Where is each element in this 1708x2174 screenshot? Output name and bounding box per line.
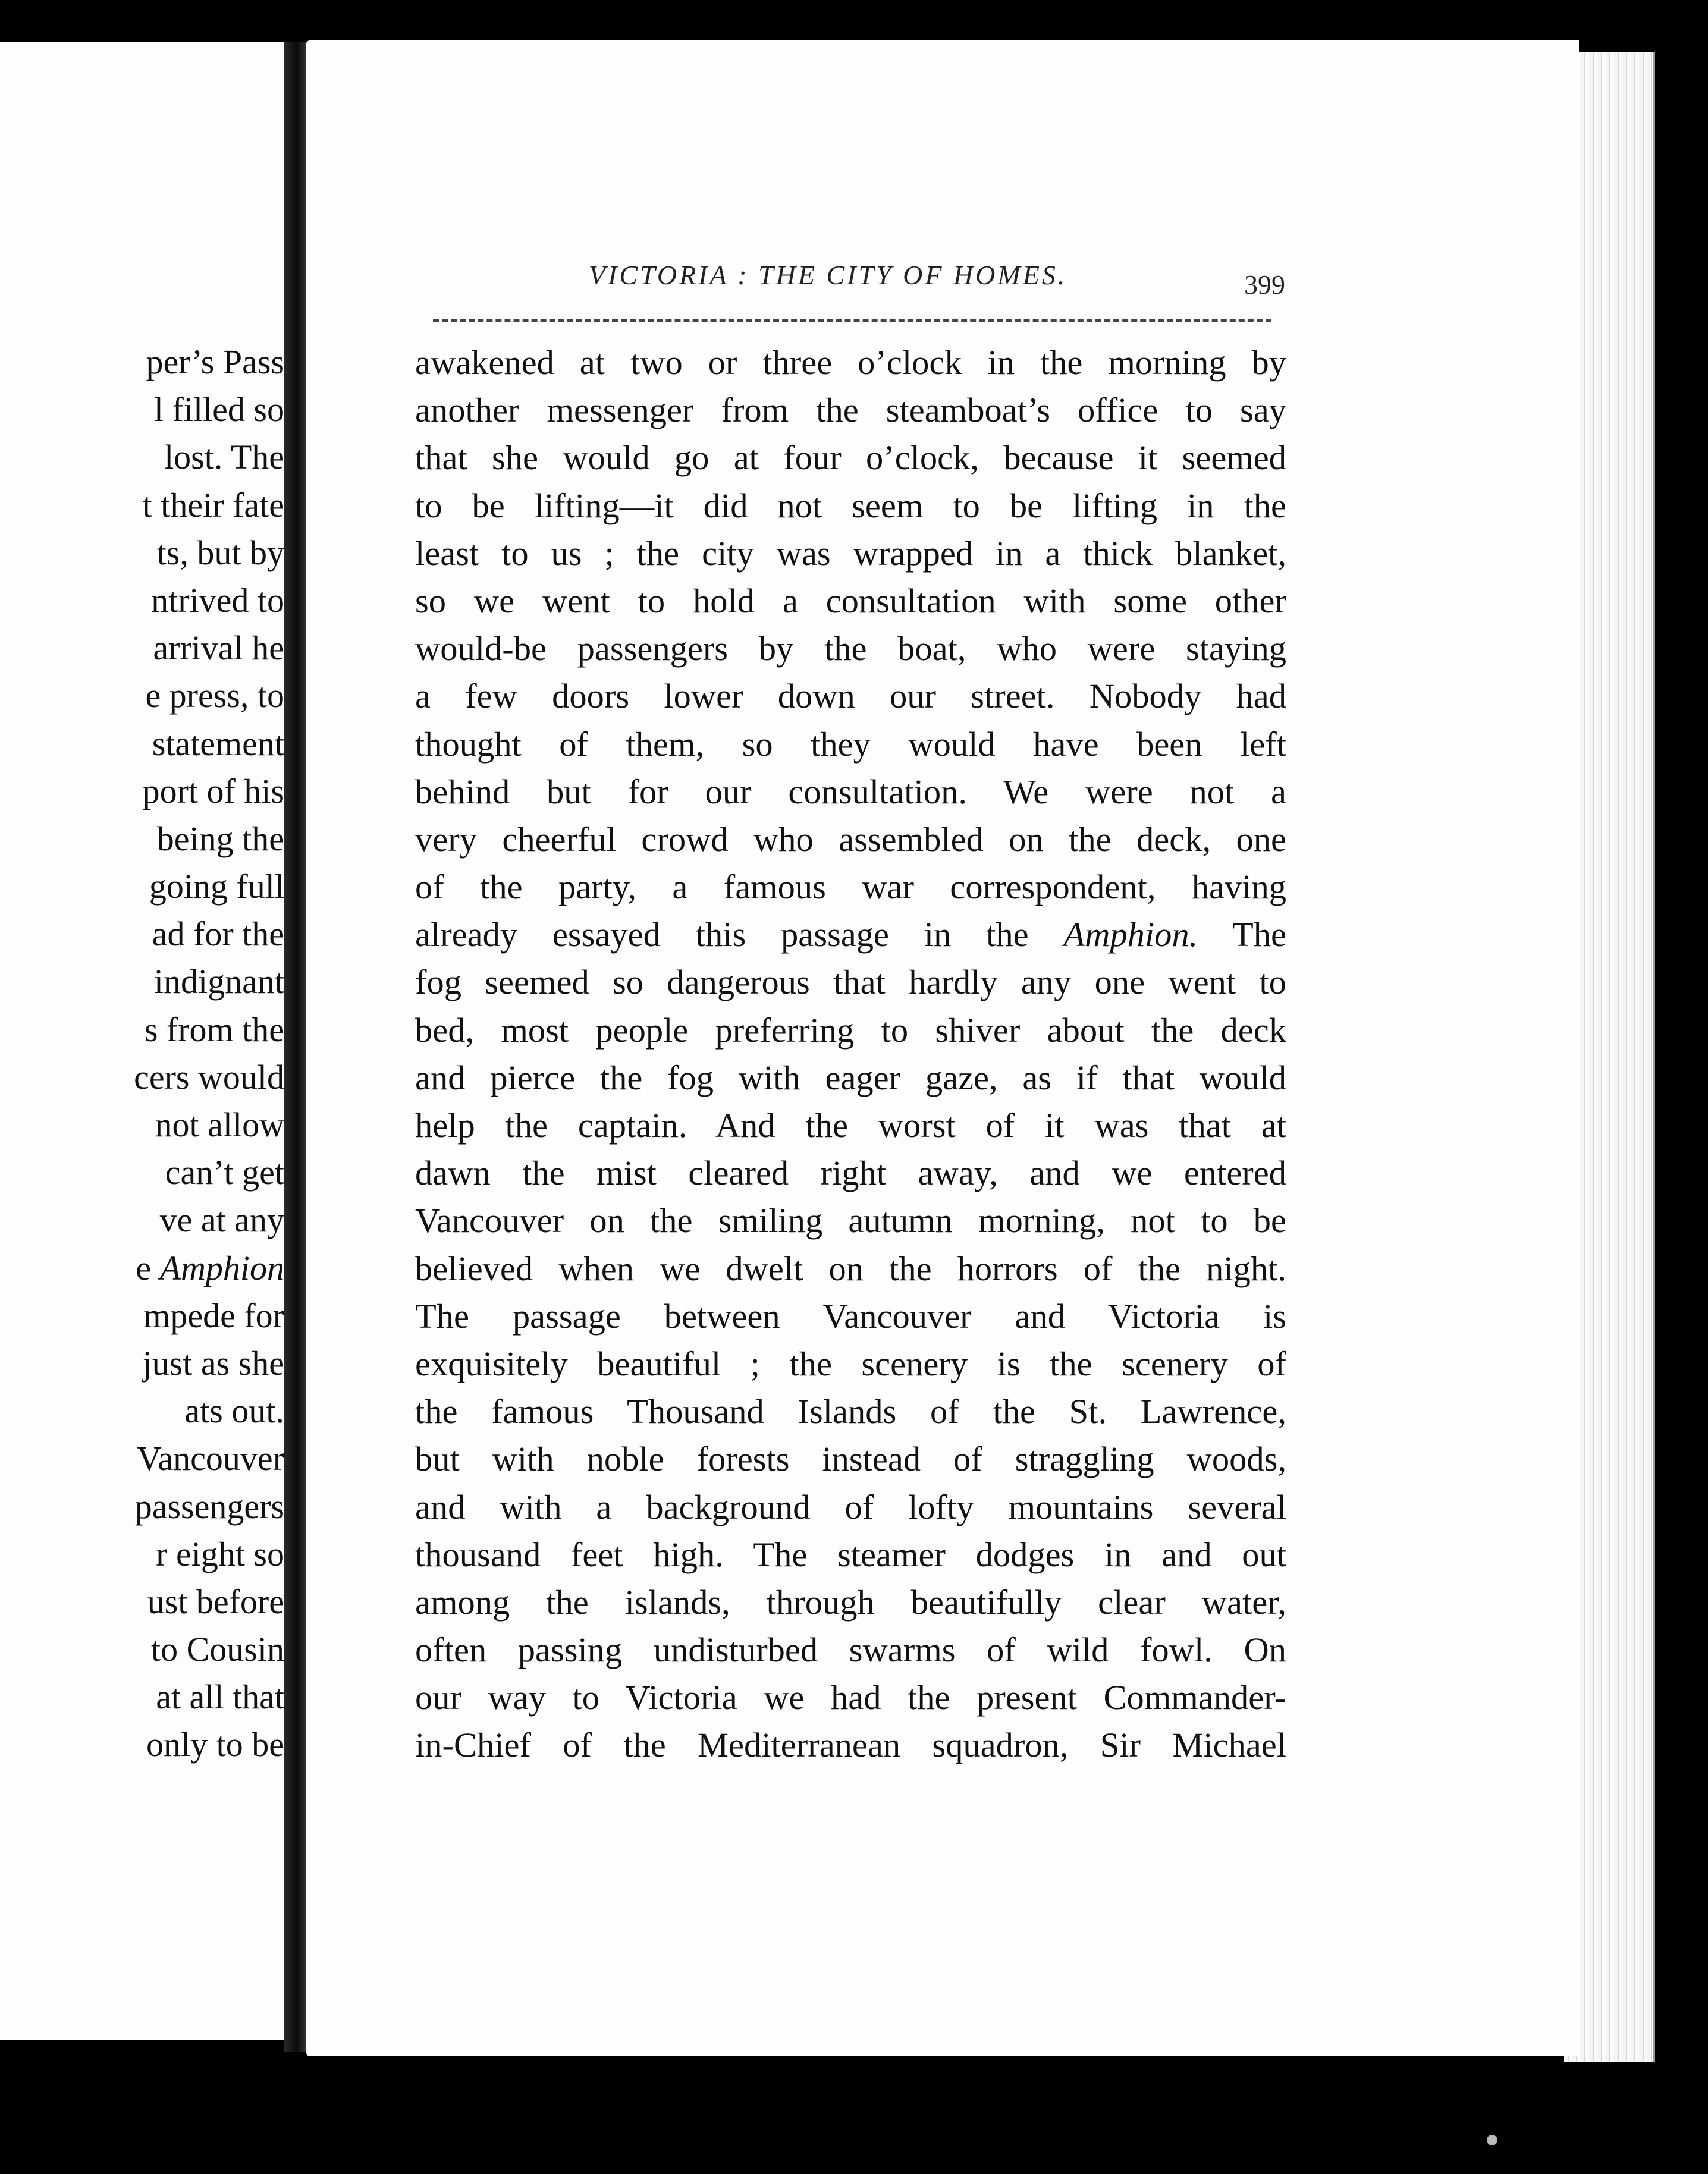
body-line: The passage between Vancouver and Victoria is xyxy=(415,1296,1286,1336)
left-page-line: just as she xyxy=(142,1343,284,1383)
body-text xyxy=(415,339,1286,1770)
body-line: would-be passengers by the boat, who were staying xyxy=(415,629,1286,668)
body-line: very cheerful crowd who assembled on the deck, one xyxy=(415,819,1286,859)
left-page-line: to Cousin xyxy=(151,1630,284,1669)
body-line: the famous Thousand Islands of the St. Lawrence, xyxy=(415,1392,1286,1431)
left-page-line: l filled so xyxy=(153,390,284,429)
body-line: so we went to hold a consultation with some other xyxy=(415,581,1286,620)
body-line: and pierce the fog with eager gaze, as if that would xyxy=(415,1058,1286,1097)
body-line: and with a background of lofty mountains several xyxy=(415,1487,1286,1526)
left-page-line: per’s Pass xyxy=(146,343,284,381)
left-page xyxy=(0,42,284,2040)
body-line: a few doors lower down our street. Nobody had xyxy=(415,677,1286,716)
body-line: fog seemed so dangerous that hardly any one went to xyxy=(415,963,1286,1002)
body-line: to be lifting—it did not seem to be lifting in the xyxy=(415,486,1286,525)
body-line: thought of them, so they would have been left xyxy=(415,724,1286,764)
body-line: behind but for our consultation. We were not a xyxy=(415,772,1286,811)
left-page-line: lost. The xyxy=(164,438,284,477)
page-number: 399 xyxy=(1244,269,1285,300)
left-page-line: ts, but by xyxy=(156,533,284,572)
body-line: that she would go at four o’clock, because it seemed xyxy=(415,438,1286,477)
left-page-line: ve at any xyxy=(159,1201,284,1240)
body-line: least to us ; the city was wrapped in a thick blanket, xyxy=(415,533,1286,573)
body-line: among the islands, through beautifully clear water, xyxy=(415,1582,1286,1622)
book-gutter xyxy=(284,42,308,2052)
body-line: of the party, a famous war correspondent, having xyxy=(415,868,1286,907)
left-page-line: ust before xyxy=(147,1582,284,1621)
body-line: thousand feet high. The steamer dodges in and out xyxy=(415,1535,1286,1574)
left-page-line: going full xyxy=(149,867,284,906)
left-page-line: ntrived to xyxy=(151,580,284,620)
left-page-line: indignant xyxy=(153,962,284,1001)
left-page-line: arrival he xyxy=(153,629,284,668)
left-page-line: s from the xyxy=(144,1010,284,1049)
scan-speck xyxy=(1487,2135,1497,2145)
body-line: awakened at two or three o’clock in the morning by xyxy=(415,343,1286,382)
left-page-line: only to be xyxy=(146,1725,284,1764)
left-page-line: statement xyxy=(152,724,284,763)
left-page-line: r eight so xyxy=(156,1534,284,1573)
body-line: in-Chief of the Mediterranean squadron, Sir Michael xyxy=(415,1726,1286,1765)
left-page-line: e press, to xyxy=(145,676,284,715)
ship-name: Amphion xyxy=(159,1248,284,1287)
left-page-line: mpede for xyxy=(143,1296,284,1335)
header-rule xyxy=(433,319,1271,322)
body-line: our way to Victoria we had the present Commander- xyxy=(415,1678,1286,1717)
left-page-line: port of his xyxy=(142,771,284,810)
body-line-tail: The xyxy=(1232,915,1286,954)
left-page-line: Vancouver xyxy=(136,1439,284,1478)
left-page-line: at all that xyxy=(156,1677,284,1717)
body-line: help the captain. And the worst of it was that at xyxy=(415,1106,1286,1145)
body-line: exquisitely beautiful ; the scenery is the scenery of xyxy=(415,1344,1286,1383)
body-line: dawn the mist cleared right away, and we entered xyxy=(415,1154,1286,1193)
body-line: often passing undisturbed swarms of wild fowl. On xyxy=(415,1630,1286,1670)
left-page-line: can’t get xyxy=(165,1153,284,1192)
left-page-line: ad for the xyxy=(152,915,284,954)
left-page-line: cers would xyxy=(134,1057,284,1097)
ship-name: Amphion. xyxy=(1063,915,1198,954)
body-line: believed when we dwelt on the horrors of the night. xyxy=(415,1249,1286,1288)
left-page-line: e Amphion xyxy=(136,1248,284,1287)
left-page-line: ats out. xyxy=(184,1391,284,1431)
body-line: bed, most people preferring to shiver about the deck xyxy=(415,1010,1286,1050)
body-line: but with noble forests instead of straggling woods, xyxy=(415,1440,1286,1479)
left-page-line: t their fate xyxy=(142,485,284,524)
body-line: another messenger from the steamboat’s office to say xyxy=(415,391,1286,430)
running-head: VICTORIA : THE CITY OF HOMES. xyxy=(589,260,1068,290)
left-page-text xyxy=(0,338,284,1769)
left-page-line: being the xyxy=(156,819,284,858)
body-line-text: already essayed this passage in the xyxy=(415,915,1029,954)
left-page-line: not allow xyxy=(155,1105,284,1144)
body-line xyxy=(415,911,1286,959)
left-page-line: passengers xyxy=(134,1487,284,1526)
body-line: Vancouver on the smiling autumn morning, not to be xyxy=(415,1201,1286,1240)
